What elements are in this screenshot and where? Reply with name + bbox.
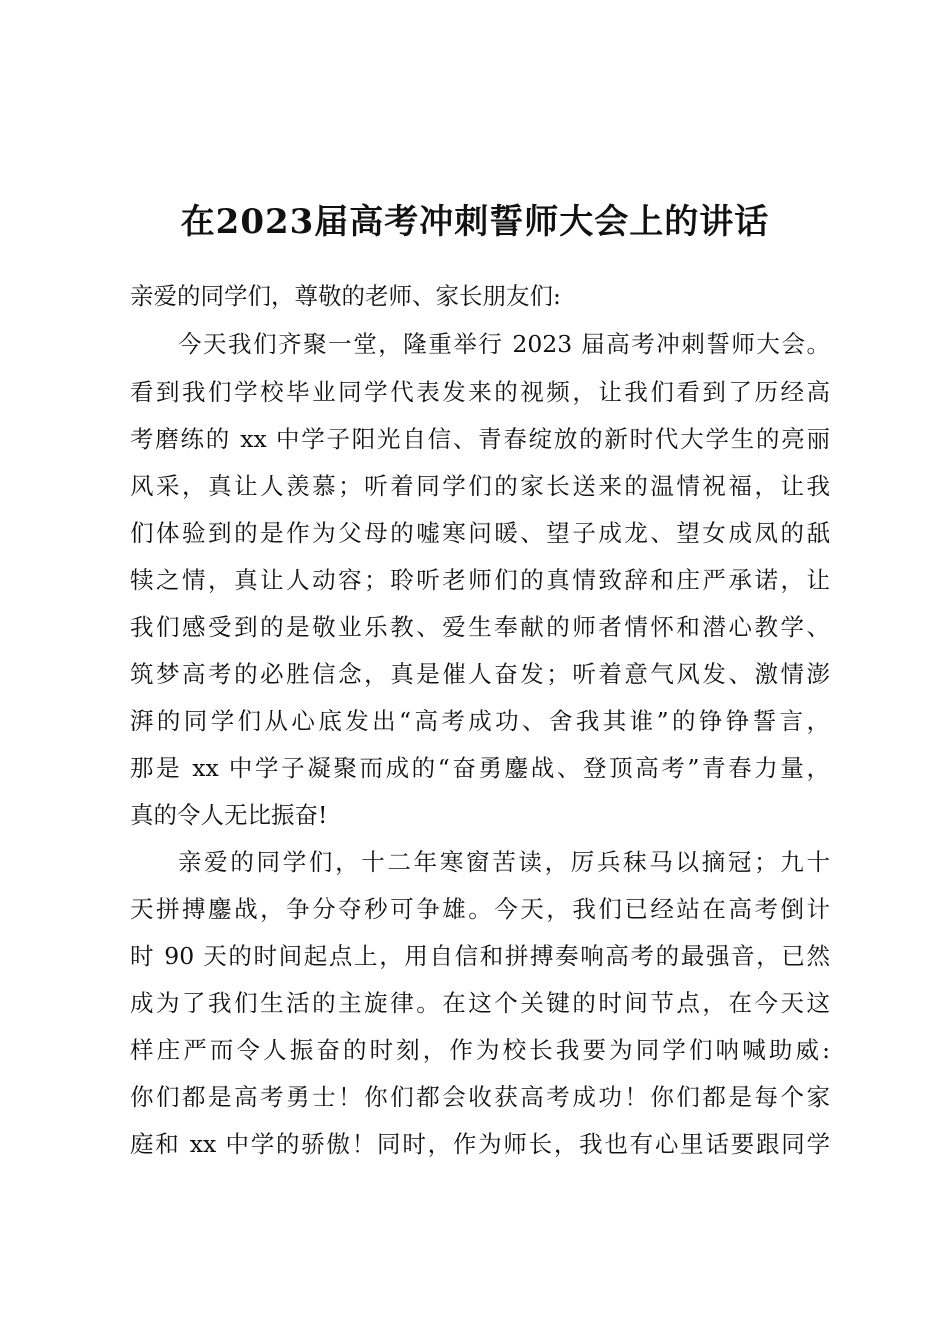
paragraph-2-line: 时 90 天的时间起点上，用自信和拼搏奏响高考的最强音，已然 <box>130 942 830 970</box>
paragraph-1-line: 今天我们齐聚一堂，隆重举行 2023 届高考冲刺誓师大会。 <box>178 330 830 358</box>
paragraph-2-line: 样庄严而令人振奋的时刻，作为校长我要为同学们呐喊助威: <box>130 1036 830 1064</box>
paragraph-1-line: 犊之情，真让人动容；聆听老师们的真情致辞和庄严承诺，让 <box>130 566 830 594</box>
paragraph-1-line: 真的令人无比振奋! <box>130 801 328 829</box>
paragraph-1-line: 风采，真让人羡慕；听着同学们的家长送来的温情祝福，让我 <box>130 472 830 500</box>
document-title: 在2023届高考冲刺誓师大会上的讲话 <box>180 202 770 242</box>
paragraph-1-line: 那是 xx 中学子凝聚而成的“奋勇鏖战、登顶高考”青春力量， <box>130 754 830 782</box>
paragraph-2-line: 成为了我们生活的主旋律。在这个关键的时间节点，在今天这 <box>130 989 830 1017</box>
salutation: 亲爱的同学们，尊敬的老师、家长朋友们: <box>130 282 561 310</box>
paragraph-1-line: 湃的同学们从心底发出“高考成功、舍我其谁”的铮铮誓言， <box>130 707 830 735</box>
paragraph-2-line: 你们都是高考勇士！你们都会收获高考成功！你们都是每个家 <box>130 1083 830 1111</box>
paragraph-1-line: 看到我们学校毕业同学代表发来的视频，让我们看到了历经高 <box>130 378 830 406</box>
paragraph-1-line: 们体验到的是作为父母的嘘寒问暖、望子成龙、望女成凤的舐 <box>130 519 830 547</box>
paragraph-2-line: 天拼搏鏖战，争分夺秒可争雄。今天，我们已经站在高考倒计 <box>130 895 830 923</box>
paragraph-2-line: 亲爱的同学们，十二年寒窗苦读，厉兵秣马以摘冠；九十 <box>178 848 830 876</box>
paragraph-1-line: 考磨练的 xx 中学子阳光自信、青春绽放的新时代大学生的亮丽 <box>130 425 830 453</box>
paragraph-1-line: 筑梦高考的必胜信念，真是催人奋发；听着意气风发、激情澎 <box>130 660 830 688</box>
paragraph-1-line: 我们感受到的是敬业乐教、爱生奉献的师者情怀和潜心教学、 <box>130 613 830 641</box>
paragraph-2-line: 庭和 xx 中学的骄傲！同时，作为师长，我也有心里话要跟同学 <box>130 1130 830 1158</box>
